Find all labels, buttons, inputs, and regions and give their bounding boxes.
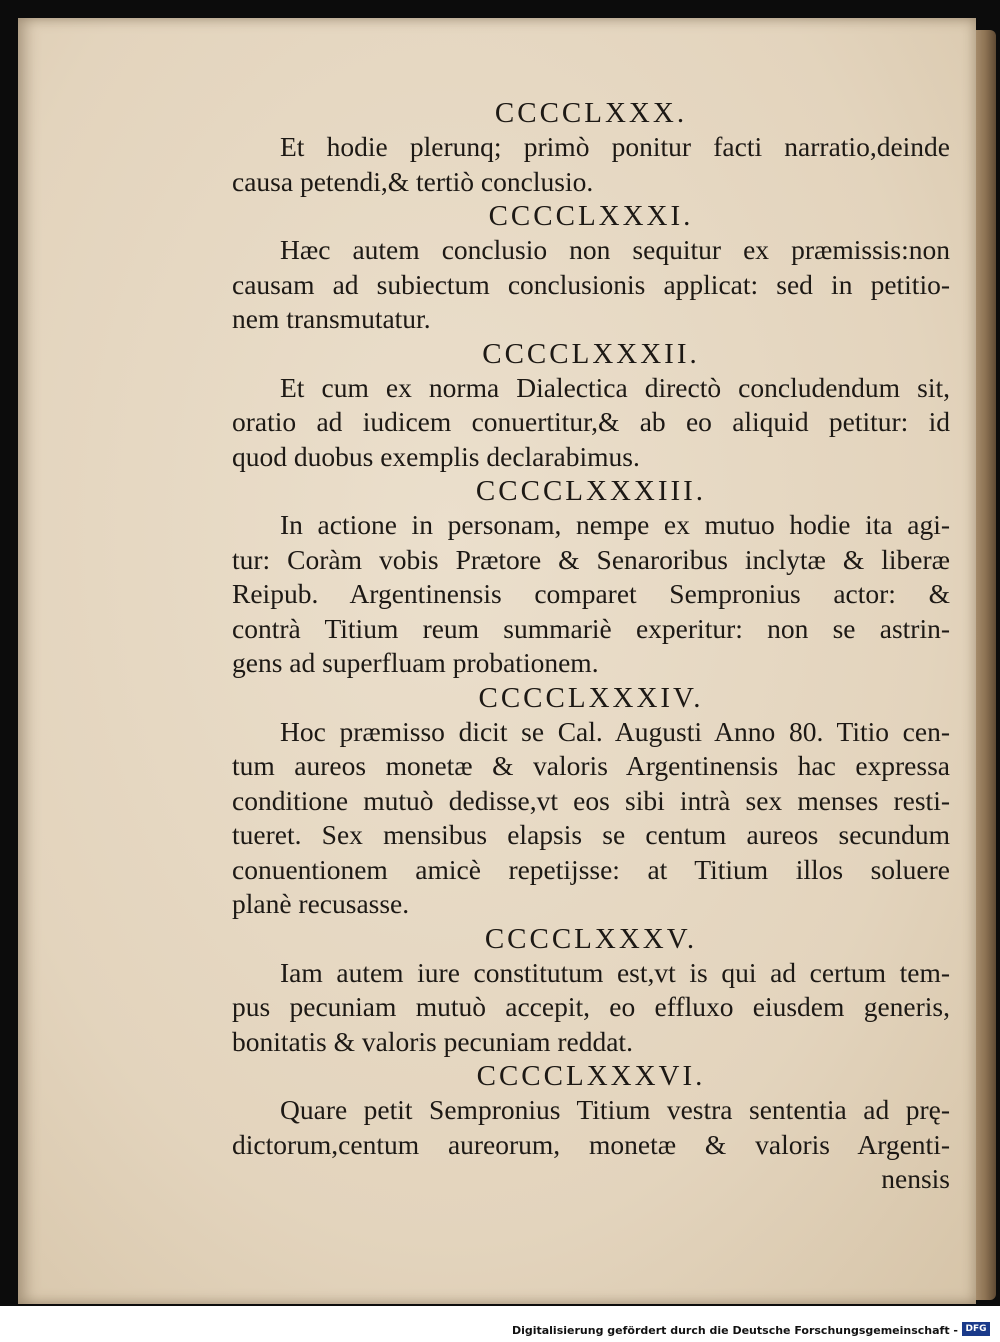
section-heading: CCCCLXXXIV. xyxy=(478,681,704,714)
text-line: nem transmutatur. xyxy=(232,303,431,334)
section-486 xyxy=(232,1059,950,1197)
text-line: Reipub. Argentinensis comparet Sempronius actor: & xyxy=(232,578,950,609)
text-line: tum aureos monetæ & valoris Argentinensis hac expressa xyxy=(232,750,950,781)
section-paragraph xyxy=(232,233,950,337)
text-line: planè recusasse. xyxy=(232,888,410,919)
section-heading: CCCCLXXX. xyxy=(494,97,688,129)
text-line: conuentionem amicè repetijsse: at Titium illos soluere xyxy=(232,853,950,885)
section-484 xyxy=(232,681,950,922)
section-paragraph xyxy=(232,715,950,922)
funding-notice: Digitalisierung gefördert durch die Deutsche Forschungsgemeinschaft - xyxy=(511,1324,958,1337)
text-line: Quare petit Sempronius Titium vestra sententia ad prę- xyxy=(280,1094,950,1125)
dfg-logo-icon: DFG xyxy=(962,1322,990,1336)
text-line: Et hodie plerunq; primò ponitur facti narratio,deinde xyxy=(280,131,950,162)
section-heading: CCCCLXXXI. xyxy=(488,200,694,232)
section-paragraph xyxy=(232,1093,950,1197)
text-line: Hoc præmisso dicit se Cal. Augusti Anno 80. Titio cen- xyxy=(280,715,950,747)
text-line: Iam autem iure constitutum est,vt is qui ad certum tem- xyxy=(280,956,950,988)
catchword: nensis xyxy=(881,1163,950,1194)
text-line: Et cum ex norma Dialectica directò concludendum sit, xyxy=(280,371,950,403)
footer-bar xyxy=(0,1306,1000,1342)
text-line: contrà Titium reum summariè experitur: non se astrin- xyxy=(232,612,950,644)
text-line: causam ad subiectum conclusionis applicat: sed in petitio- xyxy=(232,268,950,300)
section-485 xyxy=(232,922,950,1060)
text-line: Hæc autem conclusio non sequitur ex præmissis:non xyxy=(280,234,950,265)
text-line: pus pecuniam mutuò accepit, eo effluxo eiusdem generis, xyxy=(232,991,950,1022)
text-line: oratio ad iudicem conuertitur,& ab eo aliquid petitur: id xyxy=(232,406,950,437)
section-paragraph xyxy=(232,956,950,1060)
text-line: tueret. Sex mensibus elapsis se centum aureos secundum xyxy=(232,819,950,850)
text-line: tur: Coràm vobis Prætore & Senaroribus inclytæ & liberæ xyxy=(232,543,950,575)
text-line: dictorum,centum aureorum, monetæ & valoris Argenti- xyxy=(232,1128,950,1160)
text-line: causa petendi,& tertiò conclusio. xyxy=(232,165,594,197)
text-line: quod duobus exemplis declarabimus. xyxy=(232,440,640,472)
text-line: bonitatis & valoris pecuniam reddat. xyxy=(232,1025,633,1057)
section-heading: CCCCLXXXII. xyxy=(482,337,700,370)
text-line: conditione mutuò dedisse,vt eos sibi intrà sex menses resti- xyxy=(232,784,950,816)
section-481 xyxy=(232,199,950,337)
section-482 xyxy=(232,337,950,475)
section-heading: CCCCLXXXIII. xyxy=(475,475,707,507)
text-line: In actione in personam, nempe ex mutuo hodie ita agi- xyxy=(280,509,950,540)
section-483 xyxy=(232,474,950,681)
section-heading: CCCCLXXXV. xyxy=(484,922,698,955)
section-paragraph xyxy=(232,508,950,681)
section-paragraph xyxy=(232,130,950,199)
section-paragraph xyxy=(232,371,950,475)
page-text xyxy=(232,96,950,1197)
section-480 xyxy=(232,96,950,199)
text-line: gens ad superfluam probationem. xyxy=(232,647,599,678)
section-heading: CCCCLXXXVI. xyxy=(476,1060,706,1092)
